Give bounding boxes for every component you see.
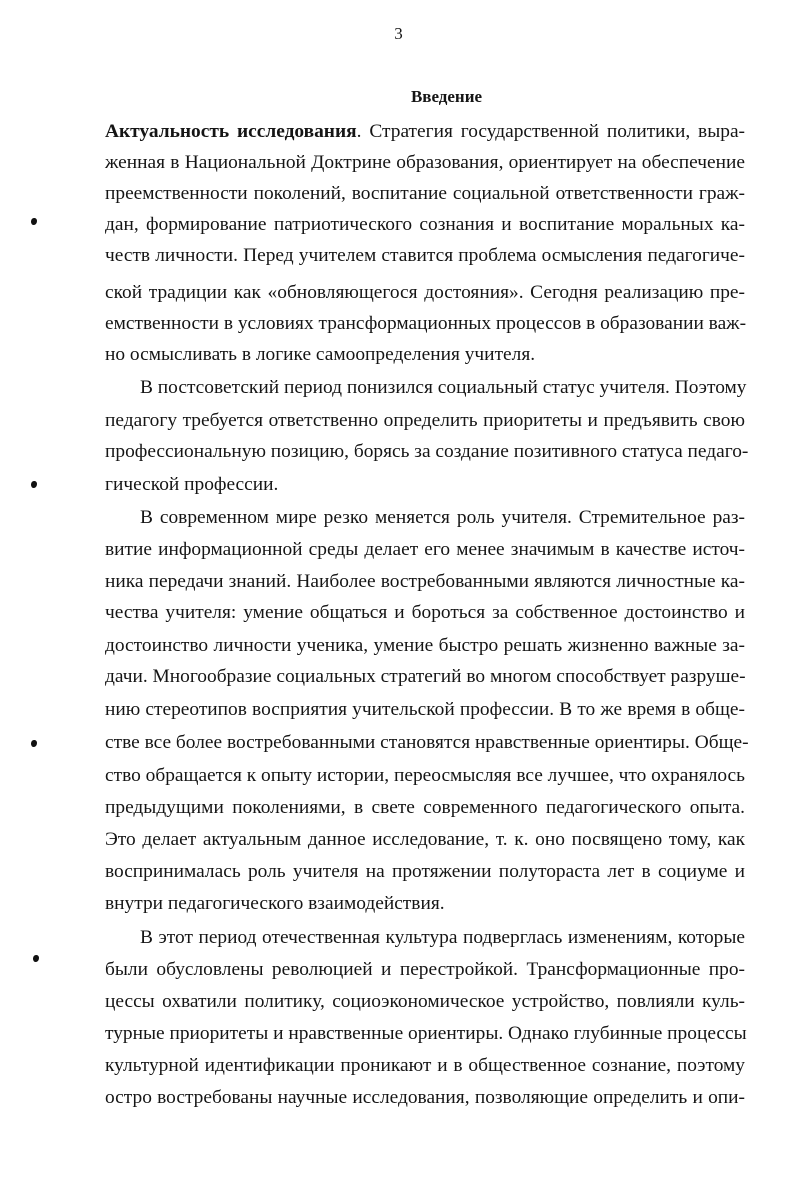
text-line: Актуальность исследования. Стратегия государственной политики, выра- — [105, 121, 746, 142]
scan-speck — [31, 740, 37, 747]
text-line: профессиональную позицию, борясь за создание позитивного статуса педаго- — [105, 441, 749, 462]
scan-speck — [31, 481, 37, 488]
scan-speck — [33, 955, 39, 962]
text-line: В постсоветский период понизился социальный статус учителя. Поэтому — [140, 377, 747, 398]
text-line: чества учителя: умение общаться и бороться за собственное достоинство и — [105, 602, 745, 623]
text-line: женная в Национальной Доктрине образования, ориентирует на обеспечение — [105, 152, 745, 173]
text-line: цессы охватили политику, социоэкономическое устройство, повлияли куль- — [105, 991, 745, 1012]
text-line: стве все более востребованными становятся нравственные ориентиры. Обще- — [105, 732, 749, 753]
text-line: витие информационной среды делает его менее значимым в качестве источ- — [105, 539, 745, 560]
text-line: ской традиции как «обновляющегося достояния». Сегодня реализацию пре- — [105, 282, 745, 303]
text-line: остро востребованы научные исследования, позволяющие определить и опи- — [105, 1087, 745, 1108]
text-line: В этот период отечественная культура подверглась изменениям, которые — [140, 927, 745, 948]
text-line: преемственности поколений, воспитание социальной ответственности граж- — [105, 183, 745, 204]
text-line: культурной идентификации проникают и в общественное сознание, поэтому — [105, 1055, 745, 1076]
text-line: ство обращается к опыту истории, переосмысляя все лучшее, что охранялось — [105, 765, 745, 786]
text-line: гической профессии. — [105, 474, 279, 495]
text-line: честв личности. Перед учителем ставится проблема осмысления педагогиче- — [105, 245, 745, 266]
text-line: ника передачи знаний. Наиболее востребованными являются личностные ка- — [105, 571, 745, 592]
lead-phrase: Актуальность исследования — [105, 121, 357, 142]
text-line: В современном мире резко меняется роль учителя. Стремительное раз- — [140, 507, 745, 528]
text-line: внутри педагогического взаимодействия. — [105, 893, 445, 914]
text-line: но осмысливать в логике самоопределения учителя. — [105, 344, 536, 365]
text-line: дан, формирование патриотического сознания и воспитание моральных ка- — [105, 214, 745, 235]
page-number: 3 — [394, 24, 403, 43]
text-line: достоинство личности ученика, умение быстро решать жизненно важные за- — [105, 635, 745, 656]
text-line: дачи. Многообразие социальных стратегий во многом способствует разруше- — [105, 666, 746, 687]
text-line: турные приоритеты и нравственные ориентиры. Однако глубинные процессы — [105, 1023, 747, 1044]
text-line: педагогу требуется ответственно определить приоритеты и предъявить свою — [105, 410, 745, 431]
text-line: нию стереотипов восприятия учительской профессии. В то же время в обще- — [105, 699, 745, 720]
text-line: емственности в условиях трансформационных процессов в образовании важ- — [105, 313, 747, 334]
text-line: воспринималась роль учителя на протяжении полутораста лет в социуме и — [105, 861, 745, 882]
section-heading: Введение — [410, 87, 483, 106]
scan-speck — [31, 218, 37, 225]
text-line: Это делает актуальным данное исследование, т. к. оно посвящено тому, как — [105, 829, 745, 850]
text-line: предыдущими поколениями, в свете современного педагогического опыта. — [105, 797, 745, 818]
text-line: были обусловлены революцией и перестройкой. Трансформационные про- — [105, 959, 745, 980]
